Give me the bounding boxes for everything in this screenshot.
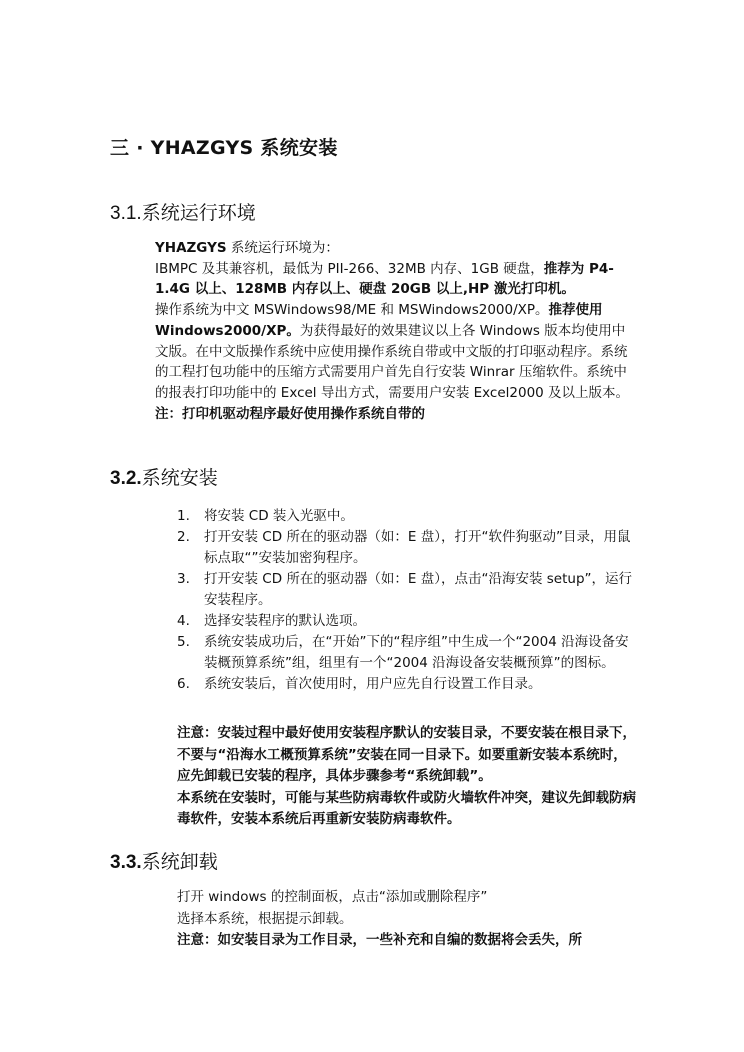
heading-text: 系统卸载 [141, 851, 218, 873]
list-item [177, 611, 637, 632]
list-number: 6. [177, 676, 190, 692]
list-item [177, 569, 637, 611]
heading-number: 3.1. [110, 203, 142, 224]
list-number: 2. [177, 529, 190, 545]
product-name: YHAZGYS [155, 240, 227, 256]
list-number: 5. [177, 634, 190, 650]
heading-3-2 [110, 463, 218, 490]
install-note: 注意：安装过程中最好使用安装程序默认的安装目录，不要安装在根目录下，不要与“沿海水工概预算系统”安装在同一目录下。如要重新安装本系统时，应先卸载已安装的程序，具体步骤参考“系统卸载”。 [177, 725, 636, 784]
list-text: 选择安装程序的默认选项。 [204, 613, 366, 629]
environment-text [155, 238, 637, 424]
heading-number: 3.2. [110, 468, 142, 489]
intro-text: 系统运行环境为： [226, 240, 339, 256]
hardware-paragraph [155, 259, 637, 300]
intro-paragraph [155, 238, 637, 259]
antivirus-note: 本系统在安装时，可能与某些防病毒软件或防火墙软件冲突，建议先卸载防病毒软件，安装本系统后再重新安装防病毒软件。 [177, 789, 636, 827]
printer-note: 注：打印机驱动程序最好使用操作系统自带的 [155, 405, 425, 422]
list-text: 将安装 CD 装入光驱中。 [204, 508, 354, 524]
list-number: 1. [177, 508, 190, 524]
list-text: 打开安装 CD 所在的驱动器（如：E 盘），打开“软件狗驱动”目录，用鼠标点取“”安装加密狗程序。 [204, 529, 631, 566]
list-item [177, 632, 637, 674]
section-title: 三 · YHAZGYS 系统安装 [110, 137, 338, 159]
list-text: 打开安装 CD 所在的驱动器（如：E 盘），点击“沿海安装 setup”，运行安装程序。 [204, 571, 633, 608]
uninstall-step-2: 选择本系统，根据提示卸载。 [177, 910, 353, 927]
install-notes [177, 723, 639, 831]
list-item [177, 527, 637, 569]
list-text: 系统安装后，首次使用时，用户应先自行设置工作目录。 [204, 676, 542, 692]
uninstall-text [177, 887, 639, 952]
os-paragraph [155, 300, 637, 404]
list-number: 3. [177, 571, 190, 587]
uninstall-note: 注意：如安装目录为工作目录，一些补充和自编的数据将会丢失，所 [177, 932, 582, 948]
hardware-recommended: 推荐为 P4-1.4G 以上、128MB 内存以上、硬盘 20GB 以上,HP 激光打印机。 [155, 260, 614, 298]
uninstall-step-1: 打开 windows 的控制面板，点击“添加或删除程序” [177, 889, 488, 905]
list-item [177, 506, 637, 527]
hardware-minimum: IBMPC 及其兼容机，最低为 PII-266、32MB 内存、1GB 硬盘， [155, 260, 544, 277]
os-text: 操作系统为中文 MSWindows98/ME 和 MSWindows2000/XP。 [155, 302, 549, 319]
install-steps [177, 506, 637, 695]
heading-number: 3.3. [110, 852, 142, 873]
list-text: 系统安装成功后，在“开始”下的“程序组”中生成一个“2004 沿海设备安装概预算系统”组，组里有一个“2004 沿海设备安装概预算”的图标。 [204, 634, 629, 671]
heading-text: 系统安装 [141, 467, 218, 489]
heading-3-3 [110, 847, 218, 874]
os-recommended: 推荐使用 Windows2000/XP。 [155, 302, 603, 339]
list-number: 4. [177, 613, 190, 629]
os-details: 为获得最好的效果建议以上各 Windows 版本均使用中文版。在中文版操作系统中应使用操作系统自带或中文版的打印驱动程序。系统的工程打包功能中的压缩方式需要用户首先自行安装 Winrar 压缩软件。系统中的报表打印功能中的 Excel 导出方式，需要用户安装 Excel2000 及以上版本。 [155, 322, 630, 401]
heading-text: 系统运行环境 [141, 202, 256, 224]
list-item [177, 674, 637, 695]
heading-3-1 [110, 198, 256, 225]
